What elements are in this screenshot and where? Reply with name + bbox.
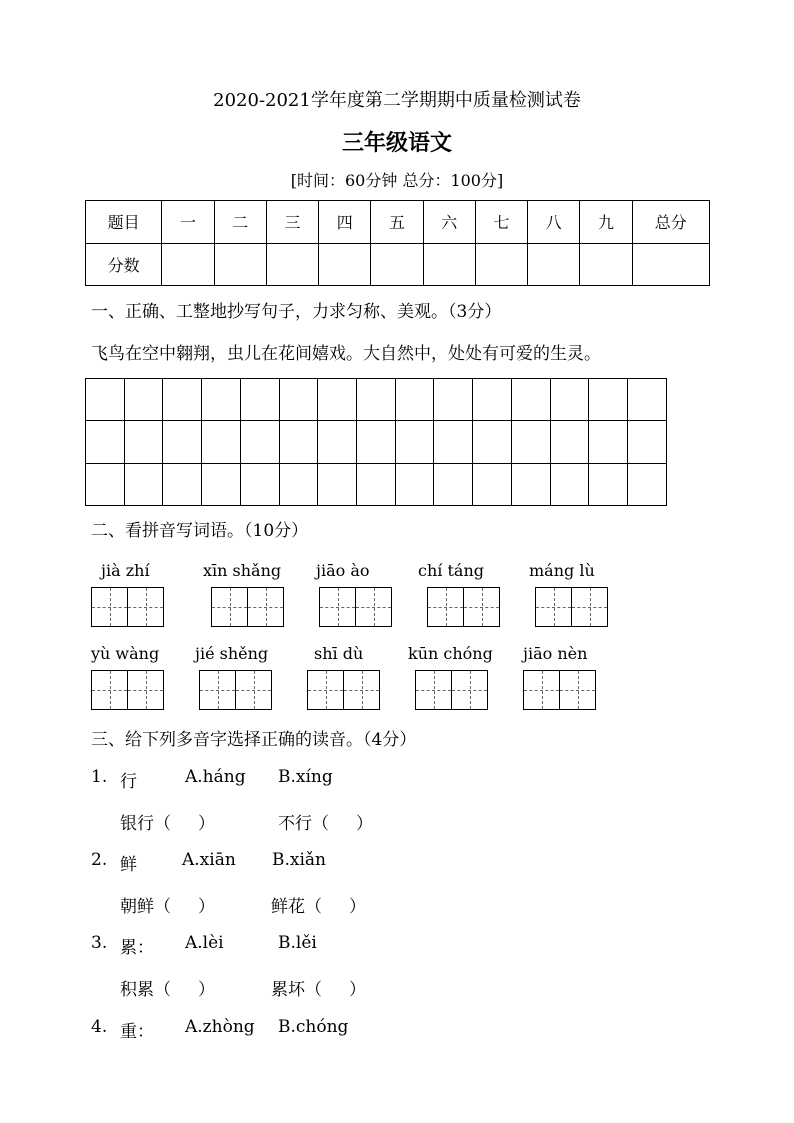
score-header-cell: 总分 <box>632 201 709 244</box>
polyphonic-char: 累： <box>120 938 154 958</box>
score-header-cell: 二 <box>214 201 266 244</box>
word-blank[interactable]: 累坏（ ） <box>271 980 367 1000</box>
pinyin-label: chí táng <box>418 561 484 580</box>
word-blank[interactable]: 朝鲜（ ） <box>120 897 216 917</box>
copy-grid-cell[interactable] <box>357 463 396 505</box>
pinyin-label: kūn chóng <box>408 644 493 663</box>
copy-grid-cell[interactable] <box>589 379 628 421</box>
question-number: 2. <box>91 850 108 870</box>
score-table-header-row <box>86 201 710 244</box>
copy-grid-row <box>86 379 667 421</box>
copy-grid-cell[interactable] <box>202 463 241 505</box>
question-number: 3. <box>91 933 108 953</box>
score-row-label: 分数 <box>86 243 162 286</box>
score-cell[interactable] <box>162 243 214 286</box>
copy-grid-cell[interactable] <box>86 463 125 505</box>
polyphonic-char: 鲜 <box>120 855 137 875</box>
copy-grid-cell[interactable] <box>628 379 667 421</box>
exam-title: 2020-2021学年度第二学期期中质量检测试卷 <box>213 90 581 111</box>
question-number: 4. <box>91 1017 108 1037</box>
exam-subject: 三年级语文 <box>341 130 452 156</box>
copy-grid-cell[interactable] <box>163 421 202 463</box>
pinyin-label: shī dù <box>314 644 364 663</box>
option-a: A.háng <box>185 767 246 787</box>
answer-box[interactable] <box>523 670 596 710</box>
score-cell[interactable] <box>632 243 709 286</box>
word-blank[interactable]: 银行（ ） <box>120 814 216 834</box>
copy-grid-cell[interactable] <box>628 463 667 505</box>
copy-grid-cell[interactable] <box>318 379 357 421</box>
copy-grid-cell[interactable] <box>511 379 550 421</box>
score-header-cell: 题目 <box>86 201 162 244</box>
answer-box[interactable] <box>307 670 380 710</box>
copy-grid-cell[interactable] <box>318 421 357 463</box>
score-header-cell: 七 <box>475 201 527 244</box>
polyphonic-char: 重： <box>120 1022 154 1042</box>
answer-box[interactable] <box>319 587 392 627</box>
pinyin-label: jiāo ào <box>316 561 370 580</box>
copy-grid-cell[interactable] <box>163 463 202 505</box>
score-cell[interactable] <box>266 243 318 286</box>
score-cell[interactable] <box>528 243 580 286</box>
copy-writing-grid[interactable] <box>85 378 667 506</box>
answer-box[interactable] <box>91 670 164 710</box>
copy-grid-cell[interactable] <box>550 421 589 463</box>
section2-heading: 二、看拼音写词语。（10分） <box>91 521 309 541</box>
score-cell[interactable] <box>371 243 423 286</box>
copy-grid-cell[interactable] <box>473 463 512 505</box>
copy-grid-cell[interactable] <box>279 379 318 421</box>
score-header-cell: 九 <box>580 201 632 244</box>
copy-grid-cell[interactable] <box>357 379 396 421</box>
option-b: B.chóng <box>278 1017 349 1037</box>
copy-grid-cell[interactable] <box>589 421 628 463</box>
copy-grid-cell[interactable] <box>628 421 667 463</box>
copy-grid-cell[interactable] <box>550 463 589 505</box>
score-table-score-row <box>86 243 710 286</box>
copy-grid-cell[interactable] <box>434 421 473 463</box>
pinyin-label: máng lù <box>529 561 595 580</box>
copy-grid-cell[interactable] <box>473 421 512 463</box>
copy-grid-cell[interactable] <box>318 463 357 505</box>
word-blank[interactable]: 不行（ ） <box>278 814 374 834</box>
option-b: B.xiǎn <box>272 850 327 870</box>
option-a: A.xiān <box>182 850 236 870</box>
score-cell[interactable] <box>475 243 527 286</box>
answer-box[interactable] <box>91 587 164 627</box>
score-cell[interactable] <box>580 243 632 286</box>
option-b: B.lěi <box>278 933 317 953</box>
pinyin-label: jiāo nèn <box>523 644 588 663</box>
copy-grid-cell[interactable] <box>202 379 241 421</box>
copy-grid-cell[interactable] <box>240 421 279 463</box>
copy-grid-cell[interactable] <box>589 463 628 505</box>
copy-grid-cell[interactable] <box>124 379 163 421</box>
score-header-cell: 一 <box>162 201 214 244</box>
copy-grid-cell[interactable] <box>124 421 163 463</box>
answer-box[interactable] <box>211 587 284 627</box>
score-header-cell: 四 <box>319 201 371 244</box>
question-number: 1. <box>91 767 108 787</box>
pinyin-label: yù wàng <box>91 644 160 663</box>
option-a: A.lèi <box>185 933 224 953</box>
copy-grid-row <box>86 463 667 505</box>
answer-box[interactable] <box>427 587 500 627</box>
copy-grid-cell[interactable] <box>434 379 473 421</box>
copy-grid-row <box>86 421 667 463</box>
score-table <box>85 200 710 286</box>
section1-sentence: 飞鸟在空中翱翔，虫儿在花间嬉戏。大自然中，处处有可爱的生灵。 <box>91 344 601 364</box>
copy-grid-cell[interactable] <box>86 379 125 421</box>
copy-grid-cell[interactable] <box>202 421 241 463</box>
copy-grid-cell[interactable] <box>357 421 396 463</box>
polyphonic-char: 行 <box>120 772 137 792</box>
score-header-cell: 三 <box>266 201 318 244</box>
score-cell[interactable] <box>423 243 475 286</box>
option-a: A.zhòng <box>185 1017 255 1037</box>
section3-heading: 三、给下列多音字选择正确的读音。（4分） <box>91 730 417 750</box>
copy-grid-cell[interactable] <box>124 463 163 505</box>
score-header-cell: 五 <box>371 201 423 244</box>
time-info: [时间：60分钟 总分：100分] <box>290 171 504 190</box>
answer-box[interactable] <box>415 670 488 710</box>
copy-grid-cell[interactable] <box>395 379 434 421</box>
copy-grid-cell[interactable] <box>86 421 125 463</box>
copy-grid-cell[interactable] <box>434 463 473 505</box>
word-blank[interactable]: 鲜花（ ） <box>271 897 367 917</box>
pinyin-label: xīn shǎng <box>203 561 282 580</box>
score-header-cell: 六 <box>423 201 475 244</box>
score-cell[interactable] <box>319 243 371 286</box>
copy-grid-cell[interactable] <box>511 421 550 463</box>
answer-box[interactable] <box>199 670 272 710</box>
answer-box[interactable] <box>535 587 608 627</box>
copy-grid-cell[interactable] <box>395 421 434 463</box>
copy-grid-cell[interactable] <box>511 463 550 505</box>
word-blank[interactable]: 积累（ ） <box>120 980 216 1000</box>
score-header-cell: 八 <box>528 201 580 244</box>
copy-grid-cell[interactable] <box>163 379 202 421</box>
pinyin-label: jié shěng <box>195 644 269 663</box>
score-cell[interactable] <box>214 243 266 286</box>
copy-grid-cell[interactable] <box>279 463 318 505</box>
copy-grid-cell[interactable] <box>473 379 512 421</box>
pinyin-label: jià zhí <box>101 561 150 580</box>
copy-grid-cell[interactable] <box>240 379 279 421</box>
option-b: B.xíng <box>278 767 333 787</box>
copy-grid-cell[interactable] <box>279 421 318 463</box>
copy-grid-cell[interactable] <box>550 379 589 421</box>
section1-heading: 一、正确、工整地抄写句子，力求匀称、美观。（3分） <box>91 302 502 322</box>
copy-grid-cell[interactable] <box>395 463 434 505</box>
copy-grid-cell[interactable] <box>240 463 279 505</box>
